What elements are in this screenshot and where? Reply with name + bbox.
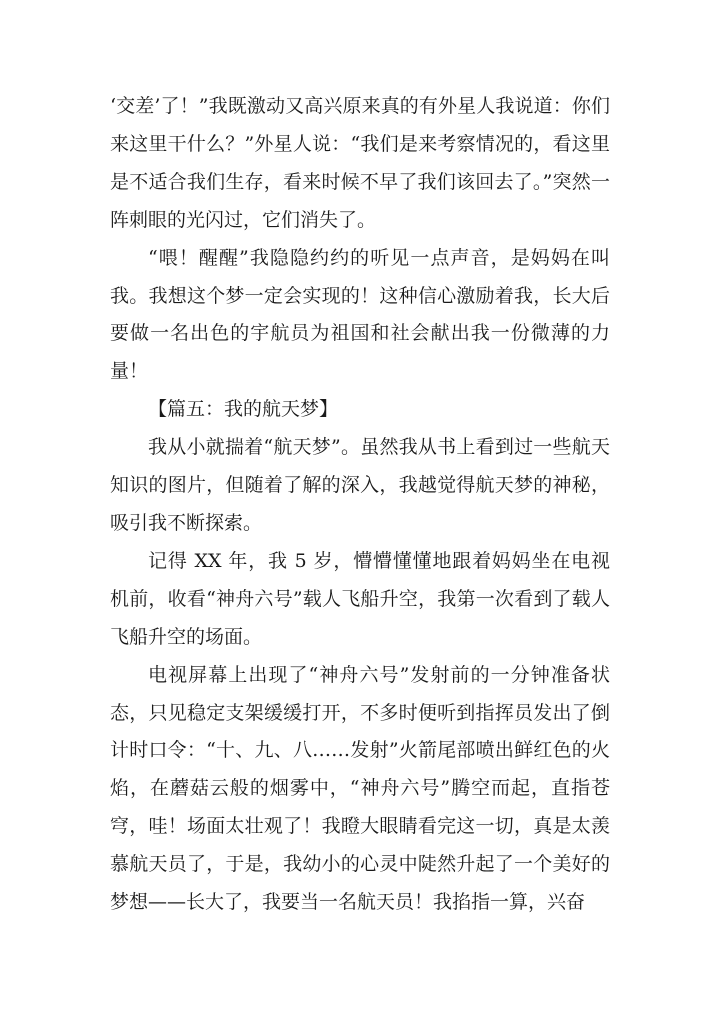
paragraph-alien-dialogue: ‘交差’了！”我既激动又高兴原来真的有外星人我说道：你们来这里干什么？”外星人说：“我们是来考察情况的，看这里是不适合我们生存，看来时候不早了我们该回去了。”突然一阵刺眼的光闪过，它们消失了。 [110,95,610,231]
paragraph-wake-up: “喂！醒醒”我隐隐约约的听见一点声音，是妈妈在叫我。我想这个梦一定会实现的！这种信心激励着我，长大后要做一名出色的宇航员为祖国和社会献出我一份微薄的力量！ [110,246,610,383]
document-body [110,88,610,922]
section-heading: 【篇五：我的航天梦】 [148,398,339,421]
paragraph-memory: 记得 XX 年，我 5 岁，懵懵懂懂地跟着妈妈坐在电视机前，收看“神舟六号”载人飞船升空，我第一次看到了载人飞船升空的场面。 [110,549,610,648]
paragraph-launch: 电视屏幕上出现了“神舟六号”发射前的一分钟准备状态，只见稳定支架缓缓打开，不多时便听到指挥员发出了倒计时口令：“十、九、八……发射”火箭尾部喷出鲜红色的火焰，在蘑菇云般的烟雾中，“神舟六号”腾空而起，直指苍穹，哇！场面太壮观了！我瞪大眼睛看完这一切，真是太羡慕航天员了，于是，我幼小的心灵中陡然升起了一个美好的梦想——长大了，我要当一名航天员！我掐指一算，兴奋 [110,663,610,914]
paragraph-space-dream: 我从小就揣着“航天梦”。虽然我从书上看到过一些航天知识的图片，但随着了解的深入，我越觉得航天梦的神秘，吸引我不断探索。 [110,436,610,534]
